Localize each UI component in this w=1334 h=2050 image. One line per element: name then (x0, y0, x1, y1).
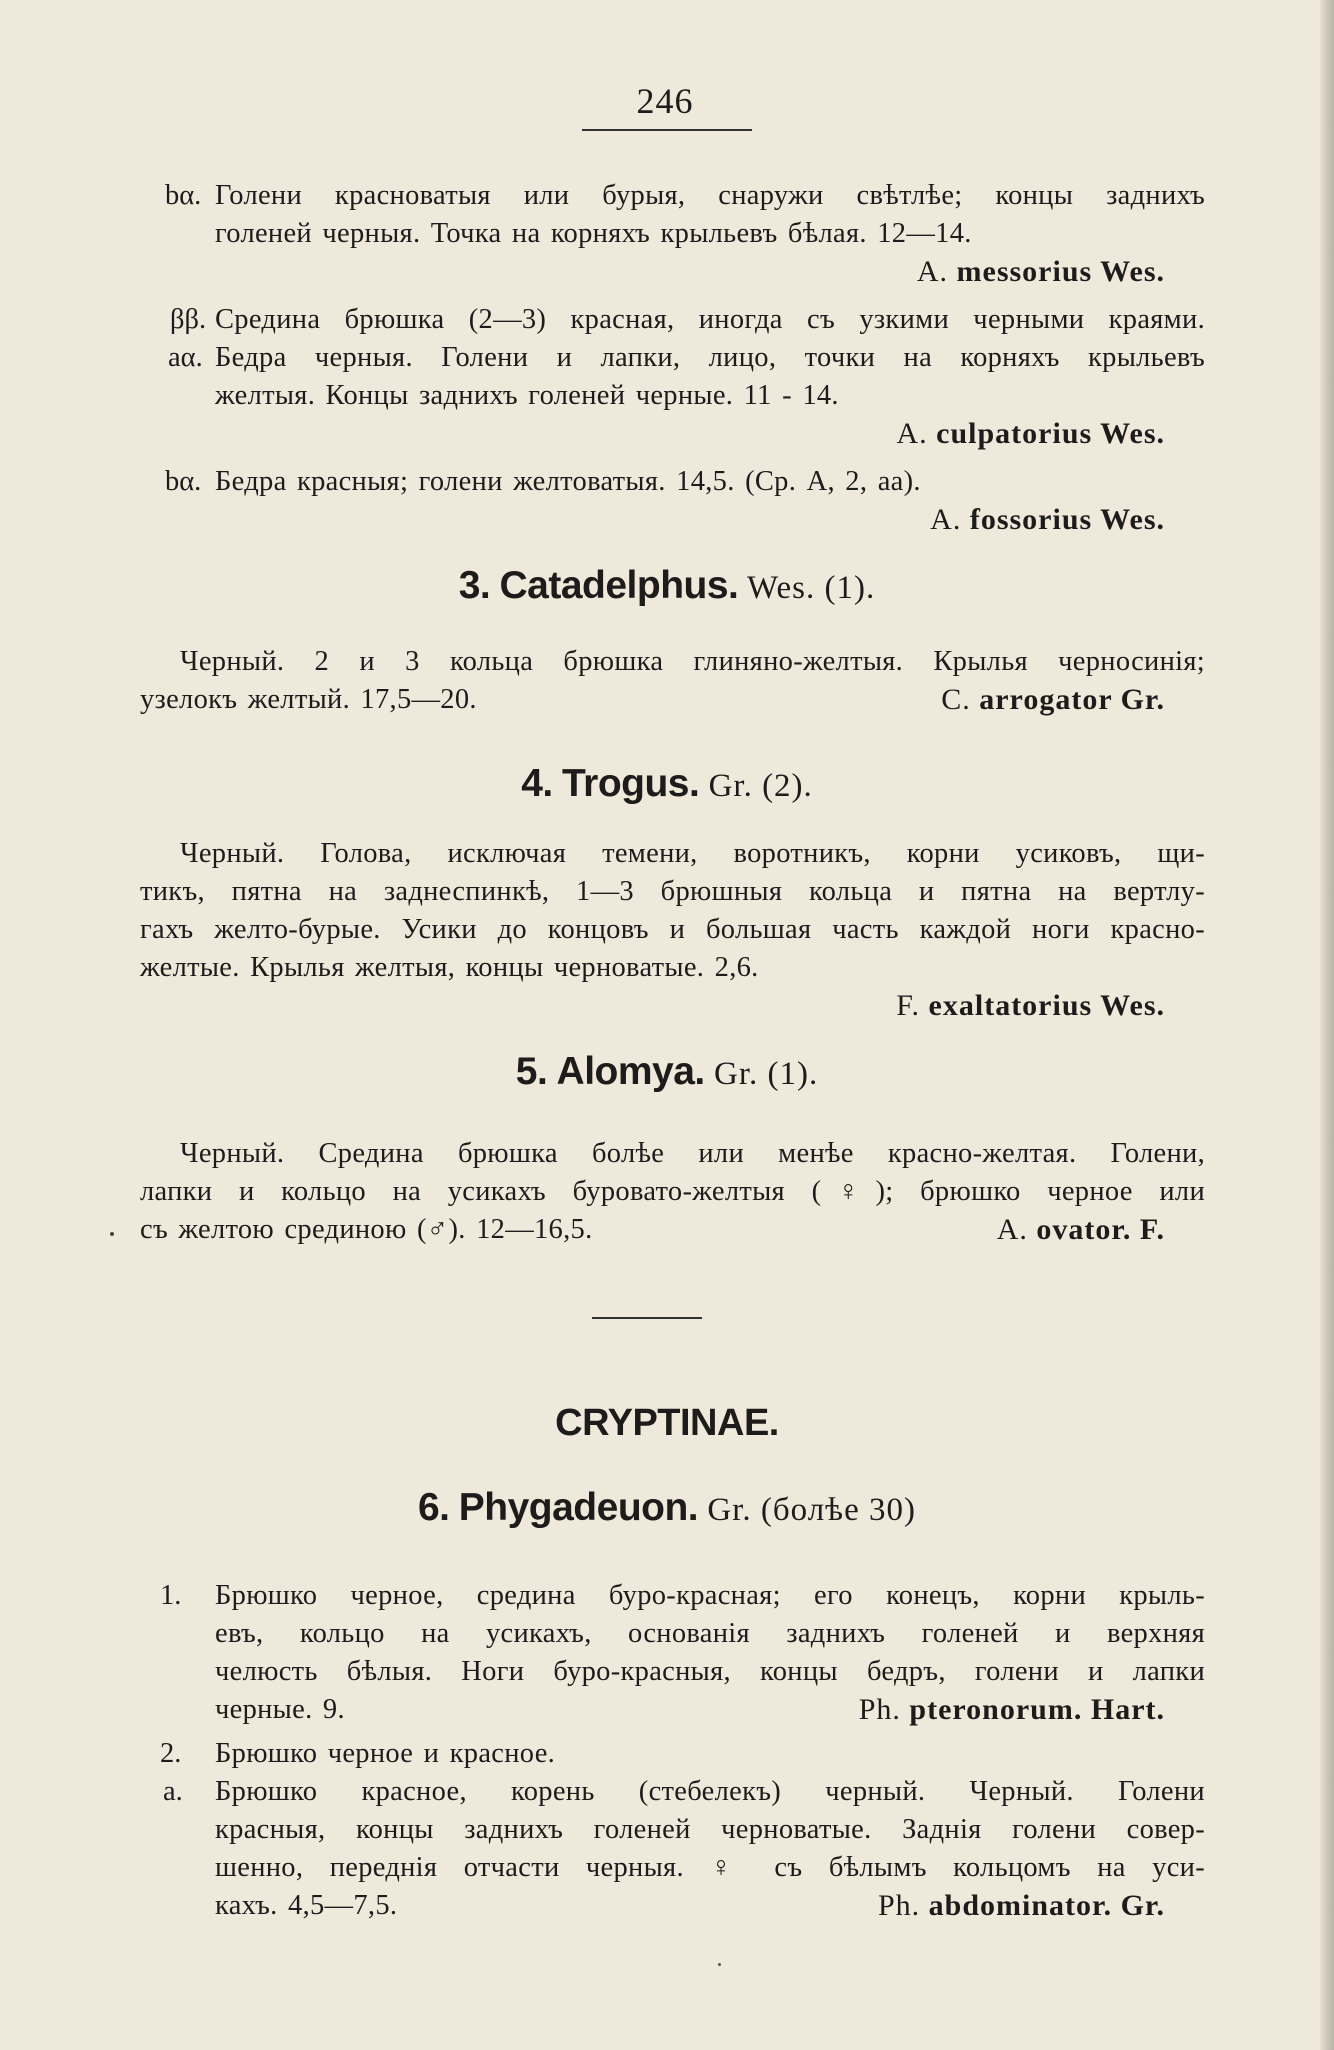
species-name (600, 500, 1165, 540)
text-line: Черный. Средина брюшка болѣе или менѣе красно-желтая. Голени, (180, 1138, 1205, 1169)
species-name (600, 986, 1165, 1026)
section-divider (592, 1317, 702, 1319)
text-line: Брюшко красное, корень (стебелекъ) черный. Черный. Голени (215, 1776, 1205, 1807)
genus-author-count: Gr. (1). (714, 1056, 819, 1092)
text-line: тикъ, пятна на заднеспинкѣ, 1—3 брюшныя кольца и пятна на вертлу- (140, 876, 1205, 907)
species-epithet: exaltatorius (928, 989, 1093, 1022)
text-line: желтыя. Концы заднихъ голеней черные. 11 - 14. (215, 380, 839, 411)
species-name (600, 252, 1165, 292)
genus-number: 3. (458, 564, 491, 607)
genus-author-count: Wes. (1). (747, 570, 876, 606)
species-epithet: ovator. (1036, 1213, 1132, 1246)
text-line: Бедра красныя; голени желтоватыя. 14,5. (Ср. А, 2, aa). (215, 466, 921, 497)
couplet-tag: ββ. (170, 304, 207, 335)
text-line: Черный. Голова, исключая темени, воротникъ, корни усиковъ, щи- (180, 838, 1205, 869)
print-speck (718, 1963, 721, 1966)
text-line: лапки и кольцо на усикахъ буровато-желтыя (♀); брюшко черное или (140, 1176, 1205, 1207)
section-title: CRYPTINAE. (555, 1402, 779, 1444)
species-epithet: arrogator (979, 683, 1113, 716)
species-author: Wes. (1100, 417, 1165, 450)
couplet-tag: bα. (165, 180, 202, 211)
species-name (600, 414, 1165, 454)
species-author: Hart. (1090, 1693, 1165, 1726)
species-name (600, 680, 1165, 720)
species-genus: Ph. (858, 1693, 901, 1726)
species-genus: A. (996, 1213, 1028, 1246)
couplet-tag: bα. (165, 466, 202, 497)
species-genus: A. (896, 417, 928, 450)
species-epithet: abdominator. (928, 1889, 1113, 1922)
species-genus: F. (896, 989, 921, 1022)
genus-heading (0, 1482, 1334, 1534)
key-item-number: 2. (160, 1738, 182, 1769)
species-name (600, 1690, 1165, 1730)
genus-name: Catadelphus. (499, 564, 739, 607)
key-item-number: 1. (160, 1580, 182, 1611)
genus-name: Phygadeuon. (458, 1486, 699, 1529)
text-line: голеней черныя. Точка на корняхъ крыльевъ бѣлая. 12—14. (215, 218, 972, 249)
genus-number: 4. (521, 762, 553, 805)
genus-author-count: Gr. (болѣе 30) (707, 1492, 916, 1528)
text-line: гахъ желто-бурые. Усики до концовъ и большая часть каждой ноги красно- (140, 914, 1205, 945)
genus-name: Trogus. (561, 762, 700, 805)
text-line: Бедра черныя. Голени и лапки, лицо, точки на корняхъ крыльевъ (215, 342, 1205, 373)
genus-heading (0, 560, 1334, 612)
species-name (600, 1210, 1165, 1250)
text-line: Голени красноватыя или бурыя, снаружи свѣтлѣе; концы заднихъ (215, 180, 1205, 211)
species-author: Wes. (1100, 503, 1165, 536)
species-author: Wes. (1100, 989, 1165, 1022)
species-author: Gr. (1120, 683, 1165, 716)
text-line: желтые. Крылья желтыя, концы черноватые. 2,6. (140, 952, 759, 983)
text-line: узелокъ желтый. 17,5—20. (140, 684, 477, 715)
genus-heading (0, 1046, 1334, 1098)
species-genus: A. (916, 255, 949, 288)
genus-heading (0, 758, 1334, 810)
page-edge-shadow (1320, 0, 1334, 2050)
couplet-tag: aα. (168, 342, 203, 373)
species-author: F. (1139, 1213, 1165, 1246)
text-line: челюсть бѣлыя. Ноги буро-красныя, концы бедръ, голени и лапки (215, 1656, 1205, 1687)
page-number: 246 (636, 81, 694, 121)
text-line: Черный. 2 и 3 кольца брюшка глиняно-желтыя. Крылья черносинія; (180, 646, 1205, 677)
text-line: шенно, переднія отчасти черныя. ♀ съ бѣлымъ кольцомъ на уси- (215, 1852, 1205, 1883)
genus-number: 6. (417, 1486, 450, 1529)
species-genus: C. (941, 683, 971, 716)
species-author: Gr. (1120, 1889, 1165, 1922)
text-line: Средина брюшка (2—3) красная, иногда съ узкими черными краями. (215, 304, 1205, 335)
print-speck (110, 1232, 114, 1236)
species-epithet: messorius (956, 255, 1093, 288)
text-line: съ желтою срединою (♂). 12—16,5. (140, 1214, 593, 1245)
species-name (600, 1886, 1165, 1926)
species-epithet: fossorius (969, 503, 1093, 536)
genus-name: Alomya. (556, 1050, 705, 1093)
species-epithet: pteronorum. (909, 1693, 1083, 1726)
genus-number: 5. (515, 1050, 548, 1093)
page-number-rule (582, 129, 752, 131)
text-line: красныя, концы заднихъ голеней черноватые. Заднія голени совер- (215, 1814, 1205, 1845)
text-line: Брюшко черное, средина буро-красная; его конецъ, корни крыль- (215, 1580, 1205, 1611)
text-line: евъ, кольцо на усикахъ, основанія заднихъ голеней и верхняя (215, 1618, 1205, 1649)
text-line: черные. 9. (215, 1694, 345, 1725)
species-epithet: culpatorius (936, 417, 1093, 450)
species-author: Wes. (1100, 255, 1165, 288)
text-line: Брюшко черное и красное. (215, 1738, 556, 1769)
text-line: кахъ. 4,5—7,5. (215, 1890, 398, 1921)
genus-author-count: Gr. (2). (708, 768, 813, 804)
species-genus: A. (930, 503, 962, 536)
key-item-number: a. (163, 1776, 183, 1807)
species-genus: Ph. (877, 1889, 921, 1922)
